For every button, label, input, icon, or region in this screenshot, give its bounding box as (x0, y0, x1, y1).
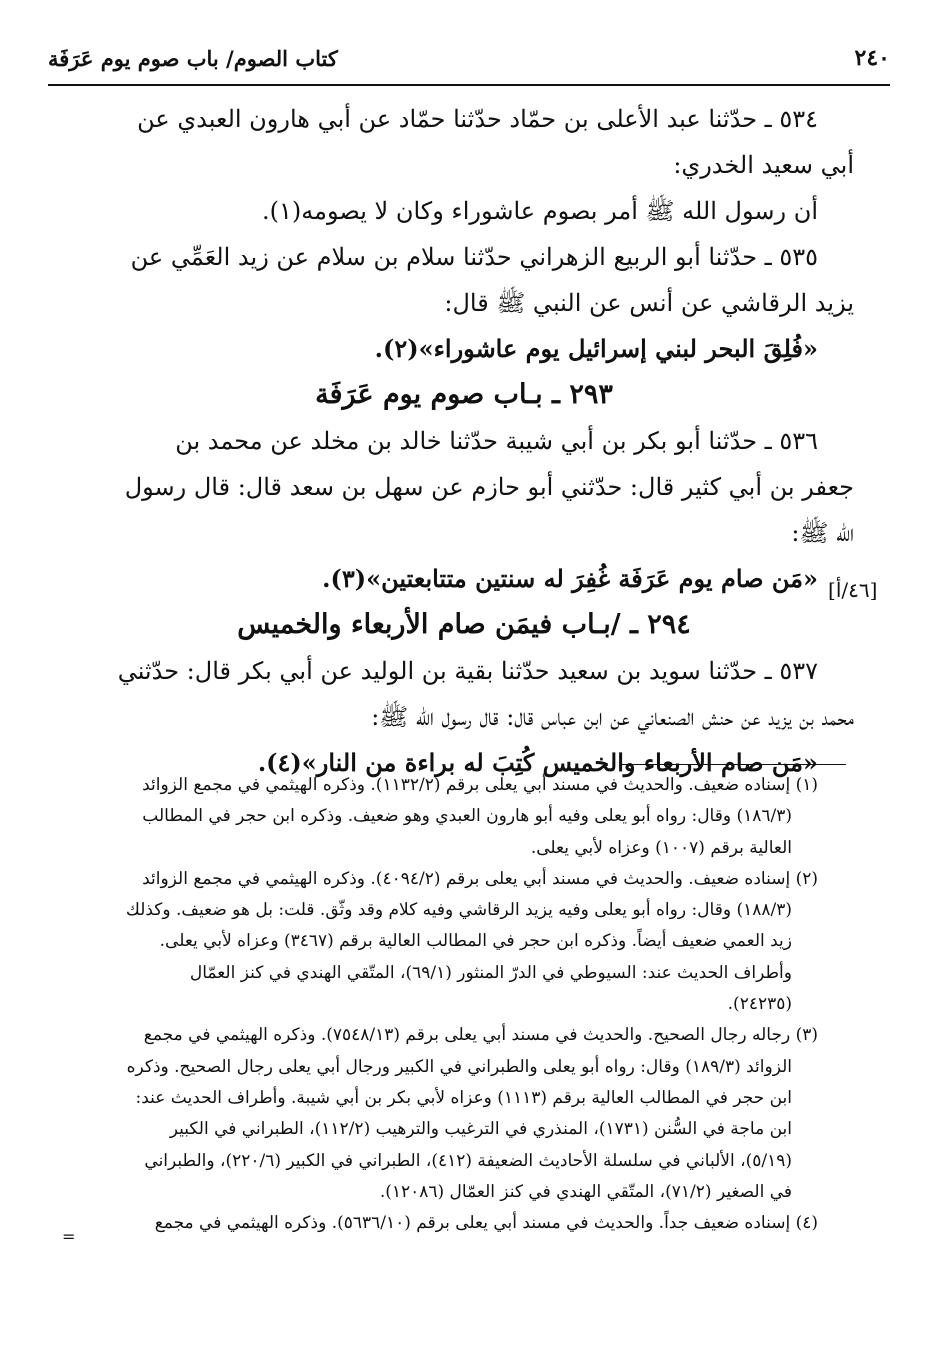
footnote-1-line-3: العالية برقم (١٠٠٧) وعزاه لأبي يعلى. (530, 837, 792, 858)
chapter-heading-293: ٢٩٣ ـ بـاب صوم يوم عَرَفَة (315, 379, 613, 410)
footnotes (62, 770, 818, 1239)
footnote-continuation-mark: = (62, 1227, 76, 1246)
footnote-4-line-1: (٤) إسناده ضعيف جداً. والحديث في مسند أبي يعلى برقم (٥٦٣٦/١٠). وذكره الهيثمي في مجمع (154, 1213, 818, 1234)
footnote-2-line-4: وأطراف الحديث عند: السيوطي في الدرّ المنثور (٦٩/١)، المتّقي الهندي في كنز العمّال (189, 962, 792, 983)
footnote-3-line-6: في الصغير (٧١/٢)، المتّقي الهندي في كنز العمّال (١٢٠٨٦). (379, 1181, 792, 1202)
footnote-3-line-3: ابن حجر في المطالب العالية برقم (١١١٣) وعزاه لأبي بكر بن أبي شيبة. وأطراف الحديث عند: (135, 1087, 792, 1108)
running-title: كتاب الصوم/ باب صوم يوم عَرَفَة (48, 45, 338, 71)
hadith-536-line-2: جعفر بن أبي كثير قال: حدّثني أبو حازم عن سهل بن سعد قال: قال رسول (124, 473, 854, 501)
hadith-535-line-2: يزيد الرقاشي عن أنس عن النبي ﷺ قال: (444, 289, 854, 317)
hadith-534-line-2: أبي سعيد الخدري: (673, 151, 854, 179)
page-number: ٢٤٠ (854, 45, 890, 71)
page-header (48, 36, 890, 80)
footnote-separator (620, 764, 846, 765)
footnote-3-line-1: (٣) رجاله رجال الصحيح. والحديث في مسند أبي يعلى برقم (٧٥٤٨/١٣). وذكره الهيثمي في مجمع (143, 1025, 818, 1046)
footnote-2-line-5: (٢٤٢٣٥). (727, 994, 792, 1015)
margin-manuscript-note: [٤٦/أ] (828, 578, 878, 602)
header-rule (48, 84, 890, 86)
main-text (74, 96, 854, 786)
hadith-536-line-3: الله ﷺ: (791, 519, 854, 547)
hadith-535-line-1: ٥٣٥ ـ حدّثنا أبو الربيع الزهراني حدّثنا سلام بن سلام عن زيد العَمِّي عن (130, 243, 818, 271)
hadith-536-matn: «مَن صام يوم عَرَفَة غُفِرَ له سنتين متتابعتين»(٣). (322, 564, 818, 593)
hadith-537-matn: «مَن صام الأربعاء والخميس كُتِبَ له براءة من النار»(٤). (257, 748, 818, 777)
hadith-537-line-1: ٥٣٧ ـ حدّثنا سويد بن سعيد حدّثنا بقية بن الوليد عن أبي بكر قال: حدّثني (117, 657, 818, 685)
footnote-2-line-3: زيد العمي ضعيف أيضاً. وذكره ابن حجر في المطالب العالية برقم (٣٤٦٧) وعزاه لأبي يعلى. (159, 931, 792, 952)
footnote-2-line-2: (١٨٨/٣) وقال: رواه أبو يعلى وفيه يزيد الرقاشي وفيه كلام وقد وثّق. قلت: بل هو ضعيف. وكذلك (125, 900, 792, 921)
footnote-3-line-2: الزوائد (١٨٩/٣) وقال: رواه أبو يعلى والطبراني في الكبير ورجال أبي يعلى رجال الصحيح. وذكره (126, 1056, 792, 1077)
hadith-534-line-1: ٥٣٤ ـ حدّثنا عبد الأعلى بن حمّاد حدّثنا حمّاد عن أبي هارون العبدي عن (137, 105, 818, 133)
footnote-1-line-1: (١) إسناده ضعيف. والحديث في مسند أبي يعلى برقم (١١٣٢/٢). وذكره الهيثمي في مجمع الزوائد (142, 775, 818, 795)
hadith-535-matn: «فُلِقَ البحر لبني إسرائيل يوم عاشوراء»(٢). (374, 334, 818, 363)
footnote-3-line-5: (٥/١٩)، الألباني في سلسلة الأحاديث الضعيفة (٤١٢)، الطبراني في الكبير (٢٢٠/٦)، والطبراني (144, 1150, 792, 1171)
hadith-536-line-1: ٥٣٦ ـ حدّثنا أبو بكر بن أبي شيبة حدّثنا خالد بن مخلد عن محمد بن (175, 427, 818, 455)
hadith-537-line-2: محمد بن يزيد عن حنش الصنعاني عن ابن عباس قال: قال رسول الله ﷺ: (371, 703, 854, 731)
footnote-2-line-1: (٢) إسناده ضعيف. والحديث في مسند أبي يعلى برقم (٤٠٩٤/٢). وذكره الهيثمي في مجمع الزوائد (142, 868, 818, 889)
chapter-heading-294: ٢٩٤ ـ /بـاب فيمَن صام الأربعاء والخميس (237, 609, 691, 640)
footnote-3-line-4: ابن ماجة في السُّنن (١٧٣١)، المنذري في الترغيب والترهيب (١١٢/٢)، الطبراني في الكبير (169, 1119, 792, 1140)
hadith-534-matn: أن رسول الله ﷺ أمر بصوم عاشوراء وكان لا يصومه(١). (262, 197, 818, 225)
footnote-1-line-2: (١٨٦/٣) وقال: رواه أبو يعلى وفيه أبو هارون العبدي وهو ضعيف. وذكره ابن حجر في المطالب (142, 806, 792, 827)
